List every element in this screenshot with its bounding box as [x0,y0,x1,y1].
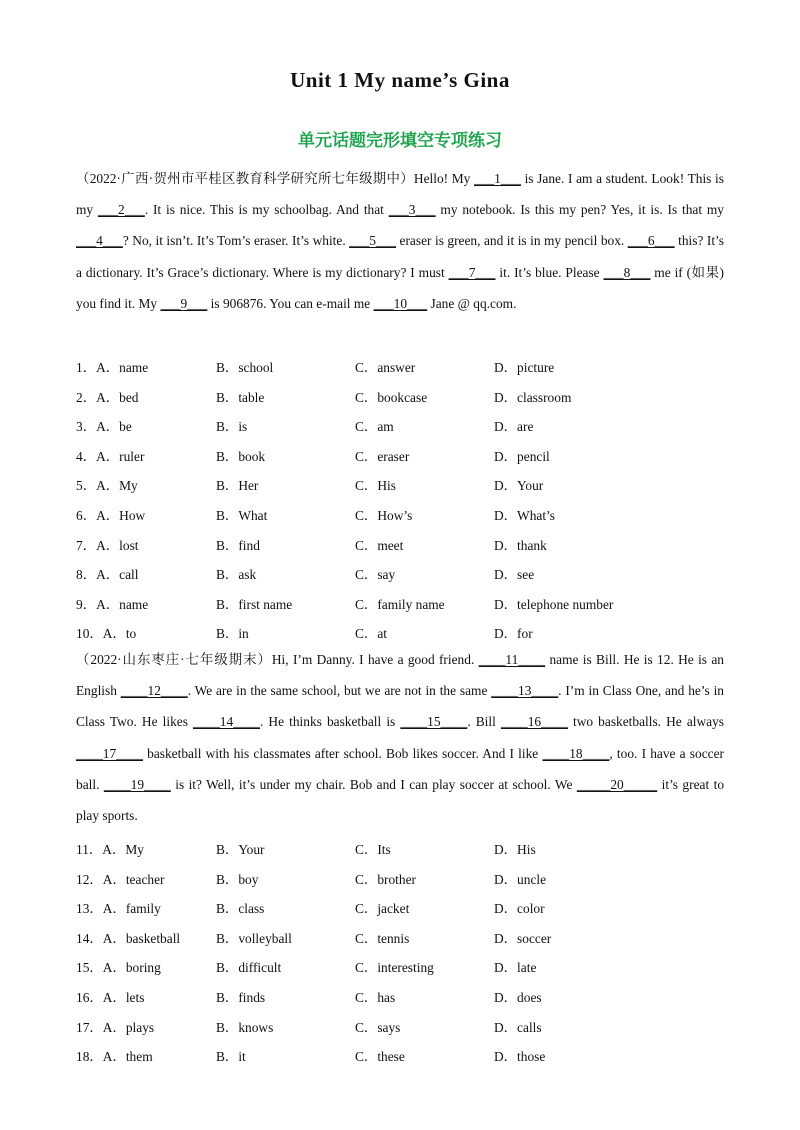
question-number-and-option-a [76,536,139,556]
passage-text: it. It’s blue. Please [495,264,604,280]
option-d: D．calls [494,1019,542,1035]
question-number: 2． [76,389,97,405]
question-row [76,958,724,988]
option-d: D．pencil [494,448,550,464]
question-number: 4． [76,448,97,464]
option-a: A．bed [96,389,139,405]
blank: ___6___ [627,233,675,249]
blank: _____20_____ [576,776,658,792]
option-c: C．meet [355,537,404,553]
option-d: D．classroom [494,389,572,405]
option-b: B．Her [216,478,259,494]
question-row [76,870,724,900]
question-number-and-option-a [76,624,136,644]
passage-text: , too. I have a soccer ball. [76,745,724,792]
blank: ____17____ [76,745,143,761]
option-d: D．for [494,626,533,642]
question-row [76,1047,724,1077]
blank: ____13____ [491,683,559,699]
question-row [76,417,724,447]
passage-text: （2022·山东枣庄·七年级期末）Hi, I’m Danny. I have a good friend. [76,652,479,667]
question-row [76,595,724,625]
option-c: C．am [355,419,394,435]
option-a: A．plays [102,1019,155,1035]
passage-text: is it? Well, it’s under my chair. Bob and I can play soccer at school. We [170,776,577,792]
option-a: A．family [102,901,161,917]
passage-text: . He thinks basketball is [259,714,401,730]
option-b: B．Your [216,842,265,857]
option-d: D．see [494,567,535,583]
option-b: B．is [216,419,248,435]
question-number-and-option-a [76,988,144,1008]
question-number: 5． [76,478,97,494]
question-row [76,929,724,959]
passage-text: . We are in the same school, but we are not in the same [187,683,492,699]
question-row [76,899,724,929]
question-row [76,358,724,388]
question-number: 13． [76,901,103,917]
question-row [76,840,724,870]
option-c: C．answer [355,360,416,375]
option-b: B．table [216,389,265,405]
option-c: C．say [355,567,396,583]
blank: ___5___ [349,233,397,249]
option-a: A．boring [102,960,161,976]
passage-text: is 906876. You can e-mail me [207,295,374,311]
question-number-and-option-a [76,958,161,978]
option-d: D．late [494,960,537,976]
question-number-and-option-a [76,447,144,467]
blank: ___9___ [160,295,208,311]
passage-text: basketball with his classmates after school. Bob likes soccer. And I like [142,745,543,761]
option-c: C．has [355,989,396,1005]
option-b: B．find [216,537,260,553]
question-row [76,476,724,506]
question-list-2 [76,840,724,1077]
question-number: 16． [76,989,103,1005]
option-c: C．at [355,626,387,642]
blank: ___3___ [388,202,436,218]
passage-text: this? It’s a dictionary. It’s Grace’s dictionary. Where is my dictionary? I must [76,233,724,280]
question-number: 18． [76,1049,103,1065]
option-b: B．boy [216,871,259,887]
question-number-and-option-a [76,840,144,860]
passage-text: two basketballs. He always [567,714,725,730]
option-d: D．His [494,842,536,857]
question-number: 15． [76,960,103,976]
blank: ___7___ [448,264,496,280]
passage-text: name is Bill. He is 12. He is an English [76,652,725,699]
option-d: D．does [494,989,542,1005]
option-d: D．those [494,1049,546,1065]
option-a: A．My [102,842,144,857]
question-number: 6． [76,507,97,523]
passage-text: ? No, it isn’t. It’s Tom’s eraser. It’s white. [122,233,350,249]
option-c: C．tennis [355,930,410,946]
question-row [76,536,724,566]
blank: ____16____ [500,714,568,730]
passage-text: Jane @ qq.com. [427,295,517,311]
option-a: A．to [102,626,137,642]
blank: ___10___ [373,295,428,311]
option-b: B．volleyball [216,930,292,946]
question-number: 7． [76,537,97,553]
passage-text: is Jane. I am a student. Look! This is my [76,171,724,218]
option-d: D．color [494,901,545,917]
option-b: B．it [216,1049,246,1065]
option-a: A．call [96,567,139,583]
passage-text: . I’m in Class One, and he’s in Class Two. He likes [76,683,725,730]
option-a: A．How [96,507,146,523]
blank: ____18____ [542,745,610,761]
blank: ____19____ [103,776,171,792]
question-number: 9． [76,596,97,612]
blank: ____11____ [478,652,546,667]
question-number-and-option-a [76,388,139,408]
question-number: 3． [76,419,97,435]
question-number: 14． [76,930,103,946]
option-a: A．be [96,419,132,435]
option-a: A．lets [102,989,145,1005]
question-number: 11． [76,842,103,857]
cloze-passage-1 [76,163,724,319]
option-a: A．name [96,596,149,612]
option-c: C．family name [355,596,445,612]
question-number-and-option-a [76,870,165,890]
blank: ___4___ [76,233,123,249]
question-number-and-option-a [76,417,132,437]
option-d: D．thank [494,537,547,553]
option-b: B．ask [216,567,257,583]
option-c: C．these [355,1049,405,1065]
question-number-and-option-a [76,476,138,496]
passage-text: it’s great to play sports. [76,776,725,824]
option-a: A．My [96,478,138,494]
blank: ___2___ [97,202,145,218]
question-number-and-option-a [76,595,148,615]
option-a: A．basketball [102,930,181,946]
option-b: B．finds [216,989,266,1005]
option-c: C．How’s [355,507,413,523]
option-c: C．says [355,1019,401,1035]
blank: ____15____ [400,714,468,730]
option-b: B．school [216,360,274,375]
option-b: B．knows [216,1019,274,1035]
option-a: A．name [96,360,149,375]
option-c: C．eraser [355,448,410,464]
option-b: B．in [216,626,249,642]
option-d: D．are [494,419,534,435]
option-c: C．His [355,478,396,494]
question-row [76,1018,724,1048]
blank: ____12____ [120,683,188,699]
question-number: 8． [76,567,97,583]
option-b: B．book [216,448,266,464]
question-number-and-option-a [76,899,161,919]
question-list-1 [76,358,724,654]
question-number-and-option-a [76,1018,154,1038]
option-d: D．uncle [494,871,547,887]
option-b: B．What [216,507,268,523]
option-a: A．them [102,1049,153,1065]
passage-text: eraser is green, and it is in my pencil box. [396,233,628,249]
option-b: B．difficult [216,960,282,976]
question-number-and-option-a [76,929,180,949]
passage-text: me if (如果) you find it. My [76,264,725,311]
option-d: D．telephone number [494,596,614,612]
question-row [76,388,724,418]
question-row [76,988,724,1018]
option-d: D．What’s [494,507,555,523]
option-b: B．first name [216,596,293,612]
option-a: A．ruler [96,448,145,464]
page-subtitle: 单元话题完形填空专项练习 [298,131,502,151]
option-a: A．teacher [102,871,165,887]
blank: ____14____ [193,714,260,730]
option-c: C．Its [355,842,391,857]
passage-text: my notebook. Is this my pen? Yes, it is. Is that my [435,202,724,218]
cloze-passage-2 [76,644,724,831]
question-number-and-option-a [76,565,138,585]
question-number-and-option-a [76,358,148,378]
option-c: C．bookcase [355,389,428,405]
option-c: C．interesting [355,960,434,976]
question-number-and-option-a [76,506,145,526]
question-row [76,565,724,595]
option-b: B．class [216,901,265,917]
question-number: 1． [76,360,97,375]
passage-text: （2022·广西·贺州市平桂区教育科学研究所七年级期中）Hello! My [76,171,475,186]
option-a: A．lost [96,537,139,553]
question-number-and-option-a [76,1047,153,1067]
question-row [76,447,724,477]
option-d: D．Your [494,478,544,494]
option-c: C．brother [355,871,416,887]
question-number: 10． [76,626,103,642]
page-title: Unit 1 My name’s Gina [290,68,510,92]
question-number: 17． [76,1019,103,1035]
blank: ___8___ [603,264,651,280]
blank: ___1___ [474,171,521,186]
question-row [76,506,724,536]
passage-text: . Bill [467,714,501,730]
option-d: D．picture [494,360,555,375]
option-d: D．soccer [494,930,552,946]
passage-text: . It is nice. This is my schoolbag. And that [144,202,389,218]
question-number: 12． [76,871,103,887]
option-c: C．jacket [355,901,410,917]
